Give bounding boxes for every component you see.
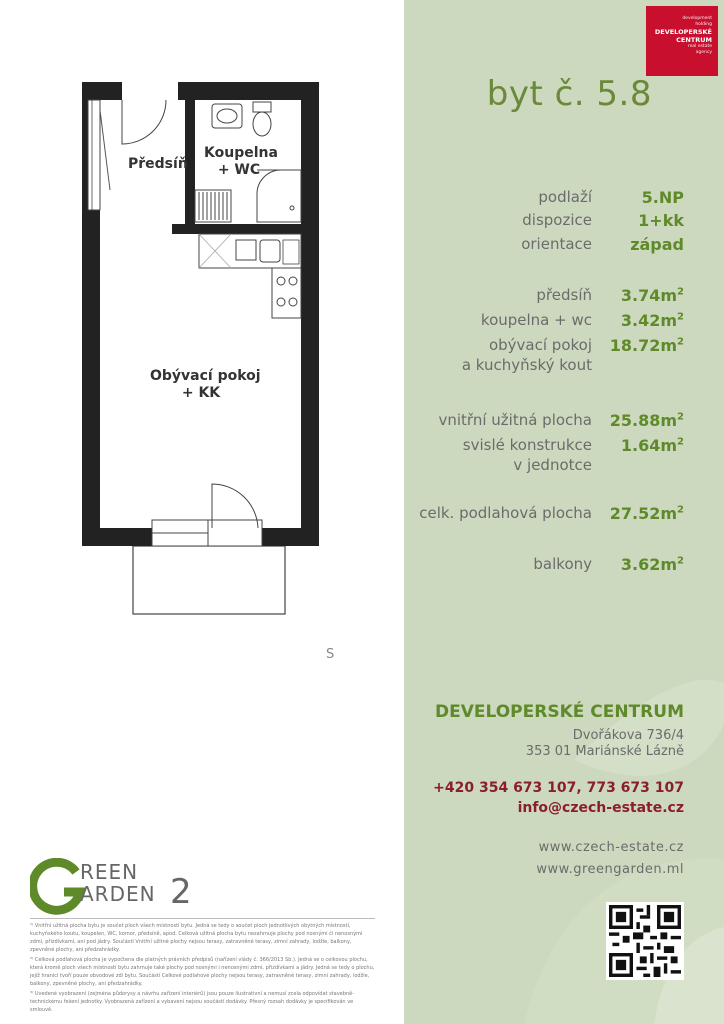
- area-value: [610, 411, 684, 430]
- area-number: 3.62m: [620, 555, 678, 574]
- footnotes: [30, 922, 375, 1016]
- logo-text: real estate: [687, 44, 712, 49]
- company-email[interactable]: info@czech-estate.cz: [517, 800, 684, 816]
- web-link-greengarden[interactable]: www.greengarden.ml: [536, 862, 684, 877]
- area-row-svisle: [404, 436, 724, 476]
- footnote: ³⁾ Uvedené vyobrazení (zejména půdorysy a návrhu zařízení interiérů) jsou pouze ilustrativní a nemusí zcela odpovídat stavebně-technickému řešení jednotky. Vyobrazená zařízení a vybavení nejsou součástí dodávky. Přesný rozsah dodávky je specifikován ve smlouvě.: [30, 991, 354, 1013]
- company-street: Dvořákova 736/4: [572, 728, 684, 743]
- area-unit: 2: [677, 286, 684, 298]
- area-unit: 2: [677, 336, 684, 348]
- spec-row-orientace: [404, 235, 724, 257]
- logo-text: CENTRUM: [676, 36, 712, 44]
- area-label: balkony: [533, 555, 592, 573]
- room-label-predsin: Předsíň: [128, 156, 188, 172]
- room-label-line: Obývací pokoj: [150, 368, 261, 384]
- divider: [30, 918, 375, 919]
- web-link-czech-estate[interactable]: www.czech-estate.cz: [538, 840, 684, 855]
- floor-plan: [0, 0, 404, 640]
- spec-value: 1+kk: [638, 211, 684, 230]
- logo-text: DEVELOPERSKÉ: [654, 28, 712, 36]
- area-unit: 2: [677, 436, 684, 448]
- area-row-predsin: [404, 286, 724, 308]
- page-title: byt č. 5.8: [486, 74, 652, 114]
- qr-code[interactable]: [606, 902, 684, 980]
- area-row-vnitrni: [404, 411, 724, 433]
- room-label-line: Koupelna: [204, 145, 278, 161]
- area-value: [621, 286, 684, 305]
- area-label: celk. podlahová plocha: [419, 504, 592, 522]
- area-label: předsíň: [536, 286, 592, 304]
- area-value: [621, 555, 684, 574]
- room-label-koupelna: [204, 145, 278, 179]
- logo-text: holding: [695, 22, 712, 27]
- footnote: ²⁾ Celková podlahová plocha je vypočtena dle platných právních předpisů (nařízení vlády č. 366/2013 Sb.). Jedná se o celkovou plochu, která kromě ploch všech místností bytu zahrnuje také plochy pod nosnými i nenosnými zdmi, přizdívkami a jádry. Jedná se tedy o plochu, jejíž hranici tvoří pouze obvodové zdi bytu. Součástí Celkové podlahové plochy nejsou terasy, zatravněné terasy, zimní zahrady, lodžie, balkony, zpevněné plochy, ani předzahrádky.: [30, 957, 375, 987]
- area-label: v jednotce: [513, 456, 592, 474]
- spec-value: 5.NP: [641, 188, 684, 207]
- spec-row-podlazi: [404, 188, 724, 210]
- spec-label: podlaží: [538, 188, 592, 206]
- area-number: 3.42m: [620, 311, 678, 330]
- room-label-line: + KK: [181, 385, 221, 401]
- room-label-obyvaci: [150, 368, 261, 402]
- spec-value: západ: [630, 235, 684, 254]
- area-row-balkony: [404, 555, 724, 577]
- room-label-line: + WC: [217, 162, 261, 178]
- spec-row-dispozice: [404, 211, 724, 233]
- developerske-centrum-logo: [646, 6, 718, 76]
- area-label: a kuchyňský kout: [461, 356, 592, 374]
- logo-text: agency: [695, 50, 712, 55]
- area-unit: 2: [677, 555, 684, 567]
- area-number: 18.72m: [609, 336, 678, 355]
- area-label: vnitřní užitná plocha: [438, 411, 592, 429]
- brand-text-garden: ARDEN: [80, 882, 156, 906]
- area-row-celk: [404, 504, 724, 526]
- compass-label: S: [326, 647, 335, 662]
- area-value: [621, 311, 684, 330]
- spec-label: dispozice: [522, 211, 592, 229]
- brand-text-green: REEN: [80, 860, 139, 884]
- area-unit: 2: [677, 411, 684, 423]
- area-number: 25.88m: [609, 411, 678, 430]
- spec-label: orientace: [521, 235, 592, 253]
- area-value: [610, 336, 684, 355]
- logo-text: development: [682, 16, 712, 21]
- area-row-obyvaci: [404, 336, 724, 376]
- qr-code-graphic: [609, 905, 681, 977]
- brand-number: 2: [170, 872, 192, 912]
- area-row-koupelna: [404, 311, 724, 333]
- area-label: obývací pokoj: [488, 336, 592, 354]
- area-number: 3.74m: [620, 286, 678, 305]
- area-unit: 2: [677, 311, 684, 323]
- area-number: 1.64m: [620, 436, 678, 455]
- area-label: koupelna + wc: [480, 311, 592, 329]
- area-value: [610, 504, 684, 523]
- area-value: [621, 436, 684, 455]
- company-city: 353 01 Mariánské Lázně: [525, 744, 684, 759]
- area-unit: 2: [677, 504, 684, 516]
- company-name: DEVELOPERSKÉ CENTRUM: [434, 702, 684, 722]
- area-label: svislé konstrukce: [462, 436, 592, 454]
- footnote: ¹⁾ Vnitřní užitná plocha bytu je součet ploch všech místností bytu. Jedná se tedy o součet ploch jednotlivých obytných místností, kuchyňského koutu, koupelen, WC, komor, předsíně, apod. Celková užitná plocha bytu nezahrnuje plochy pod nosnými či nenosnými zdmi, přizdívkami, ani pod jádry. Součástí Vnitřní užitné plochy nejsou terasy, zatravněné terasy, zimní zahrady, lodžie, balkony, zpevněné plochy, ani předzahrádky.: [30, 923, 363, 953]
- company-phone[interactable]: +420 354 673 107, 773 673 107: [433, 780, 684, 796]
- area-number: 27.52m: [609, 504, 678, 523]
